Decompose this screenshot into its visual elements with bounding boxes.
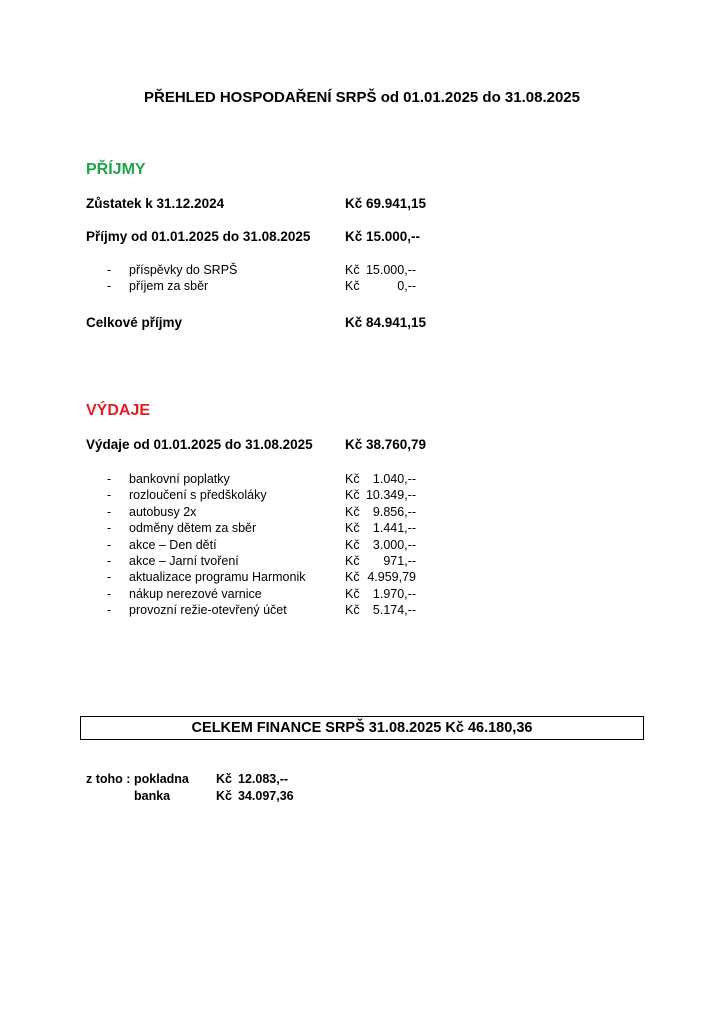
list-item-label: bankovní poplatky — [129, 472, 230, 486]
breakdown-prefix: z toho : — [86, 772, 131, 786]
list-item-dash: - — [107, 504, 112, 519]
list-item-currency: Kč — [345, 570, 360, 585]
list-item-label: příjem za sběr — [129, 279, 209, 293]
list-item-amount: 4.959,79 — [367, 570, 416, 585]
list-item-amount: 5.174,-- — [372, 603, 416, 618]
expense-heading: VÝDAJE — [86, 402, 151, 419]
income-total-value: Kč 84.941,15 — [345, 315, 427, 330]
income-period-value: Kč 15.000,-- — [345, 229, 421, 244]
list-item-label: příspěvky do SRPŠ — [129, 263, 238, 277]
grand-total: CELKEM FINANCE SRPŠ 31.08.2025 Kč 46.180,36 — [191, 720, 533, 736]
breakdown-currency: Kč — [216, 789, 232, 803]
breakdown-amount: 34.097,36 — [238, 789, 294, 803]
income-total-label: Celkové příjmy — [86, 315, 183, 330]
balance-value: Kč 69.941,15 — [345, 196, 427, 211]
list-item-label: provozní režie-otevřený účet — [129, 603, 287, 618]
breakdown-label: banka — [134, 789, 171, 803]
list-item-currency: Kč — [345, 472, 360, 486]
list-item-amount: 1.970,-- — [372, 586, 416, 601]
list-item-label: autobusy 2x — [129, 504, 197, 519]
list-item-label: odměny dětem za sběr — [129, 521, 257, 536]
list-item-currency: Kč — [345, 554, 360, 568]
list-item-dash: - — [107, 554, 112, 568]
list-item-amount: 15.000,-- — [365, 263, 416, 277]
list-item-amount: 1.040,-- — [372, 472, 416, 486]
list-item-dash: - — [107, 521, 112, 536]
list-item-label: aktualizace programu Harmonik — [129, 570, 306, 585]
page-title: PŘEHLED HOSPODAŘENÍ SRPŠ od 01.01.2025 do 31.08.2025 — [143, 89, 580, 106]
list-item-dash: - — [107, 586, 112, 601]
list-item-currency: Kč — [345, 586, 360, 601]
list-item-dash: - — [107, 603, 112, 618]
list-item-amount: 0,-- — [397, 279, 416, 293]
list-item-dash: - — [107, 472, 112, 486]
list-item-dash: - — [107, 488, 112, 503]
list-item-label: rozloučení s předškoláky — [129, 488, 267, 503]
list-item-currency: Kč — [345, 504, 360, 519]
balance-label: Zůstatek k 31.12.2024 — [86, 196, 225, 211]
expense-period-value: Kč 38.760,79 — [345, 437, 427, 452]
list-item-dash: - — [107, 263, 112, 277]
list-item-currency: Kč — [345, 488, 360, 503]
breakdown-currency: Kč — [216, 772, 232, 786]
breakdown-label: pokladna — [134, 772, 189, 786]
list-item-currency: Kč — [345, 537, 360, 552]
list-item-label: akce – Jarní tvoření — [129, 554, 239, 568]
list-item-dash: - — [107, 279, 112, 293]
list-item-amount: 1.441,-- — [372, 521, 416, 536]
income-heading: PŘÍJMY — [86, 161, 146, 178]
list-item-amount: 9.856,-- — [372, 504, 416, 519]
list-item-currency: Kč — [345, 279, 360, 293]
list-item-label: nákup nerezové varnice — [129, 586, 262, 601]
list-item-dash: - — [107, 537, 112, 552]
list-item-currency: Kč — [345, 263, 360, 277]
list-item-currency: Kč — [345, 521, 360, 536]
list-item-currency: Kč — [345, 603, 360, 618]
breakdown-amount: 12.083,-- — [238, 772, 289, 786]
list-item-amount: 971,-- — [383, 554, 416, 568]
income-period-label: Příjmy od 01.01.2025 do 31.08.2025 — [86, 229, 311, 244]
list-item-label: akce – Den dětí — [129, 537, 217, 552]
list-item-amount: 10.349,-- — [365, 488, 416, 503]
list-item-amount: 3.000,-- — [372, 537, 416, 552]
list-item-dash: - — [107, 570, 112, 585]
expense-period-label: Výdaje od 01.01.2025 do 31.08.2025 — [86, 437, 313, 452]
